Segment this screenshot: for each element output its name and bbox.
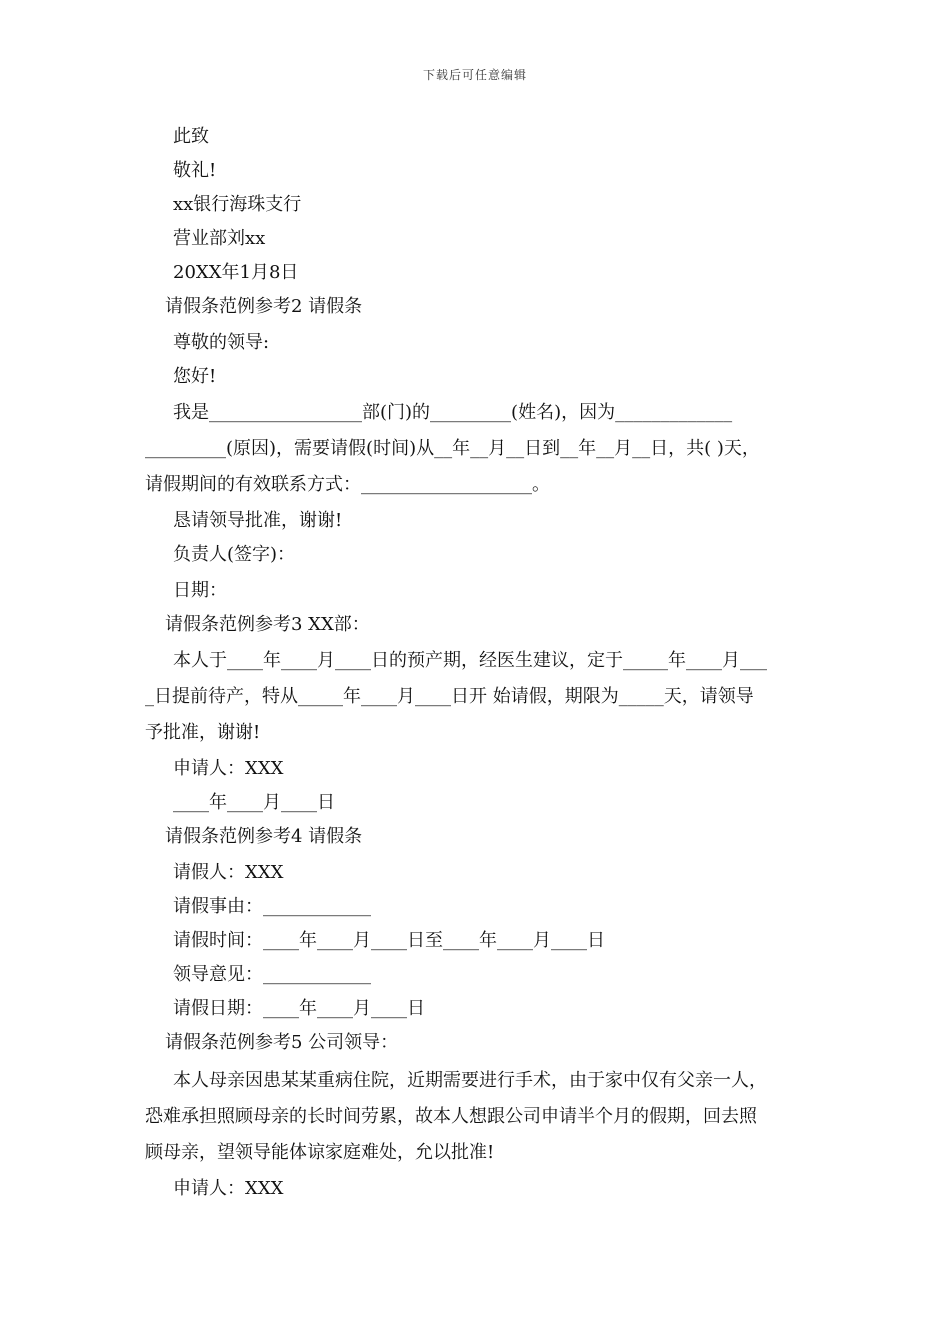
paragraph-line: 请假期间的有效联系方式：___________________。 (145, 474, 550, 495)
paragraph-line: 予批准，谢谢! (145, 722, 261, 743)
paragraph-line: 顾母亲，望领导能体谅家庭难处，允以批准! (145, 1142, 495, 1163)
sender-name: 营业部刘xx (173, 228, 266, 249)
salute-line: 敬礼! (173, 160, 217, 181)
form-line: 请假事由：____________ (173, 896, 371, 917)
applicant-line: 申请人：XXX (173, 1178, 284, 1199)
page-header: 下载后可任意编辑 (422, 68, 527, 82)
sender-bank: xx银行海珠支行 (173, 194, 302, 215)
form-line: 请假人：XXX (173, 862, 284, 883)
form-line: 请假时间：____年____月____日至____年____月____日 (173, 930, 605, 951)
form-line: 领导意见：____________ (173, 964, 371, 985)
section-heading-2: 请假条范例参考2 请假条 (165, 296, 363, 317)
applicant-line: 申请人：XXX (173, 758, 284, 779)
greeting-line: 尊敬的领导: (173, 332, 270, 353)
closing-line: 此致 (173, 126, 209, 147)
paragraph-line: 本人于____年____月____日的预产期，经医生建议，定于_____年____月___ (173, 650, 767, 671)
form-line: 请假日期：____年____月____日 (173, 998, 425, 1019)
section-heading-4: 请假条范例参考4 请假条 (165, 826, 363, 847)
section-heading-3: 请假条范例参考3 XX部： (165, 614, 370, 635)
paragraph-line: 恐难承担照顾母亲的长时间劳累，故本人想跟公司申请半个月的假期，回去照 (145, 1106, 757, 1127)
paragraph-line: 本人母亲因患某某重病住院，近期需要进行手术，由于家中仅有父亲一人， (173, 1070, 767, 1091)
section-heading-5: 请假条范例参考5 公司领导： (165, 1032, 399, 1053)
date-line: 日期： (173, 580, 227, 601)
request-line: 恳请领导批准，谢谢! (173, 510, 343, 531)
paragraph-line: _日提前待产，特从_____年____月____日开 始请假，期限为_____天，请领导 (145, 686, 754, 707)
paragraph-line: 我是_________________部(门)的_________(姓名)，因为_____________ (173, 402, 733, 423)
hello-line: 您好! (173, 366, 217, 387)
date-line: ____年____月____日 (173, 792, 335, 813)
paragraph-line: _________(原因)，需要请假(时间)从__年__月__日到__年__月__日，共( )天， (145, 438, 760, 459)
sender-date: 20XX年1月8日 (173, 262, 299, 283)
signature-line: 负责人(签字)： (173, 544, 296, 565)
